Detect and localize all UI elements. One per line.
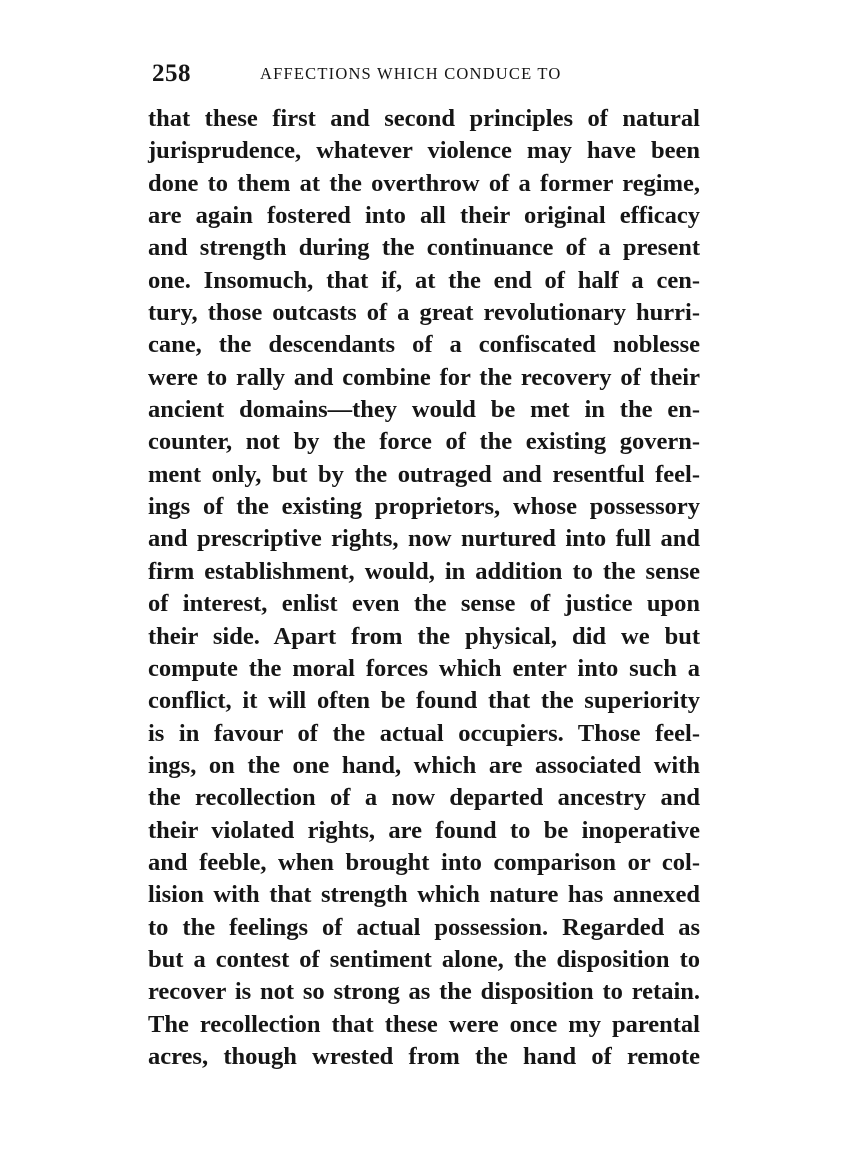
- text-line: jurisprudence, whatever violence may have been: [148, 137, 700, 165]
- text-line: compute the moral forces which enter into such a: [148, 654, 700, 682]
- text-line: firm establishment, would, in addition to the sense: [148, 557, 700, 585]
- text-line: were to rally and combine for the recovery of their: [148, 363, 700, 391]
- text-line: are again fostered into all their original efficacy: [148, 202, 700, 230]
- text-line: recover is not so strong as the disposition to retain.: [148, 978, 700, 1006]
- text-line: The recollection that these were once my parental: [148, 1010, 700, 1038]
- text-line: one. Insomuch, that if, at the end of half a cen-: [148, 266, 700, 294]
- text-line: to the feelings of actual possession. Regarded as: [148, 913, 700, 941]
- text-line: ings of the existing proprietors, whose possessory: [148, 493, 700, 521]
- page-number: 258: [152, 60, 191, 87]
- body-text: [148, 103, 700, 1073]
- text-line: is in favour of the actual occupiers. Those feel-: [148, 719, 700, 747]
- text-line: but a contest of sentiment alone, the disposition to: [148, 945, 700, 973]
- text-line: and feeble, when brought into comparison or col-: [148, 848, 700, 876]
- text-line: the recollection of a now departed ancestry and: [148, 784, 700, 812]
- text-line: done to them at the overthrow of a former regime,: [148, 169, 700, 197]
- text-line: their side. Apart from the physical, did we but: [148, 622, 700, 650]
- text-line: of interest, enlist even the sense of justice upon: [148, 590, 700, 618]
- text-line: tury, those outcasts of a great revolutionary hurri-: [148, 299, 700, 327]
- text-line: cane, the descendants of a confiscated noblesse: [148, 331, 700, 359]
- text-line: acres, though wrested from the hand of remote: [148, 1042, 700, 1070]
- text-line: ment only, but by the outraged and resentful feel-: [148, 460, 700, 488]
- text-line: ancient domains—they would be met in the en-: [148, 396, 700, 424]
- text-line: conflict, it will often be found that the superiority: [148, 687, 700, 715]
- text-line: that these first and second principles of natural: [148, 105, 700, 132]
- text-line: and strength during the continuance of a present: [148, 234, 700, 262]
- running-title: AFFECTIONS WHICH CONDUCE TO: [260, 64, 562, 83]
- running-head: [152, 60, 700, 90]
- text-line: ings, on the one hand, which are associated with: [148, 751, 700, 779]
- text-line: their violated rights, are found to be inoperative: [148, 816, 700, 844]
- text-line: lision with that strength which nature has annexed: [148, 881, 700, 909]
- text-line: counter, not by the force of the existing govern-: [148, 428, 700, 456]
- text-line: and prescriptive rights, now nurtured into full and: [148, 525, 700, 553]
